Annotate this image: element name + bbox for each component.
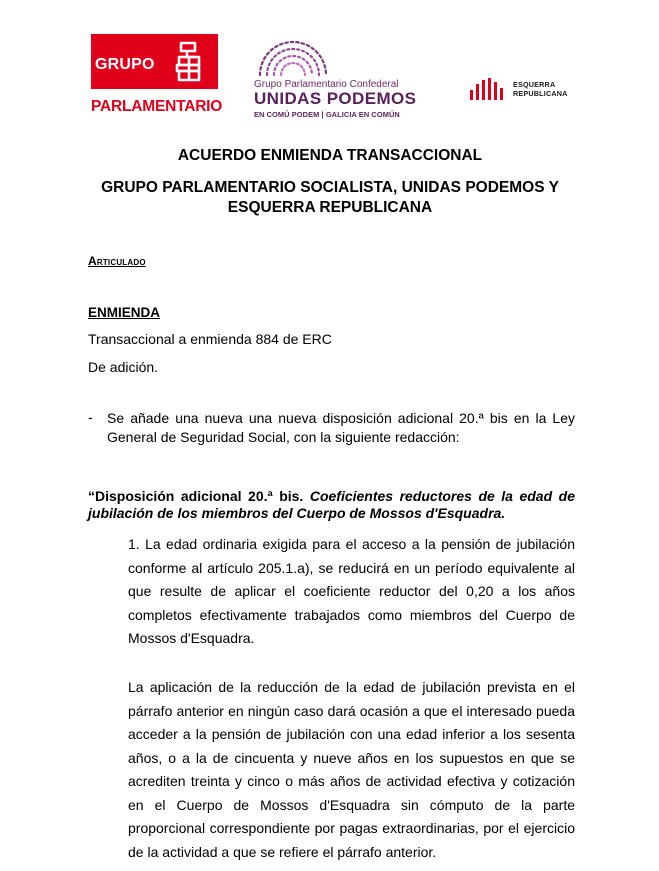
document-title: ACUERDO ENMIENDA TRANSACCIONAL xyxy=(177,147,483,164)
unidas-podemos-arc-icon xyxy=(254,31,332,76)
psoe-logo-top-text: GRUPO xyxy=(95,56,155,73)
psoe-logo-bottom-text: PARLAMENTARIO xyxy=(91,98,223,115)
unidas-podemos-logo-line1: Grupo Parlamentario Confederal xyxy=(254,79,399,90)
unidas-podemos-logo-name: UNIDAS PODEMOS xyxy=(254,89,417,108)
erc-logo-line2: REPUBLICANA xyxy=(513,89,568,98)
erc-logo-line1: ESQUERRA xyxy=(513,80,556,89)
fist-rose-icon xyxy=(165,38,213,86)
enmienda-label: ENMIENDA xyxy=(88,305,161,320)
disposition-heading xyxy=(88,488,575,522)
erc-logo xyxy=(470,76,580,102)
bullet-text: Se añade una nueva una nueva disposición adicional 20.ª bis en la Ley General de Seguridad Social, con la siguiente redacción: xyxy=(107,410,575,445)
paragraph-2: La aplicación de la reducción de la edad de jubilación prevista en el párrafo anterior en ningún caso dará ocasión a que el interesado pueda acceder a la pensión de jubilación con una edad inferior a los sesenta años, o a la de cincuenta y nueve años en los supuestos en que se acrediten treinta y cinco o más años de actividad efectiva y cotización en el Cuerpo de Mossos d'Esquadra sin cómputo de la parte proporcional correspondiente por pagas extraordinarias, por el ejercicio de la actividad a que se refiere el párrafo anterior. xyxy=(128,679,575,860)
section-label-articulado: Articulado xyxy=(88,254,146,268)
paragraph-1: 1. La edad ordinaria exigida para el acceso a la pensión de jubilación conforme al artículo 205.1.a), se reducirá en un período equivalente al que resulte de aplicar el coeficiente reductor del 0,20 a los años completos efectivamente trabajados como miembros del Cuerpo de Mossos d'Esquadra. xyxy=(128,536,575,646)
disposition-heading-title: “Disposición adicional 20.ª bis. xyxy=(88,488,304,504)
disposition-heading-italic: Coeficientes reductores de la edad de jubilación de los miembros del Cuerpo de Mossos d'Esquadra. xyxy=(88,488,575,521)
transaccional-line: Transaccional a enmienda 884 de ERC xyxy=(88,331,332,347)
unidas-podemos-logo xyxy=(254,31,417,123)
unidas-podemos-logo-line3: EN COMÚ PODEM | GALICIA EN COMÚN xyxy=(254,110,400,119)
erc-bars-icon xyxy=(470,78,508,100)
bullet-dash: - xyxy=(88,409,93,425)
adicion-line: De adición. xyxy=(88,359,159,375)
document-subtitle: GRUPO PARLAMENTARIO SOCIALISTA, UNIDAS PODEMOS Y ESQUERRA REPUBLICANA xyxy=(101,179,559,216)
psoe-group-logo xyxy=(91,34,223,120)
psoe-logo-red-block xyxy=(91,34,218,89)
